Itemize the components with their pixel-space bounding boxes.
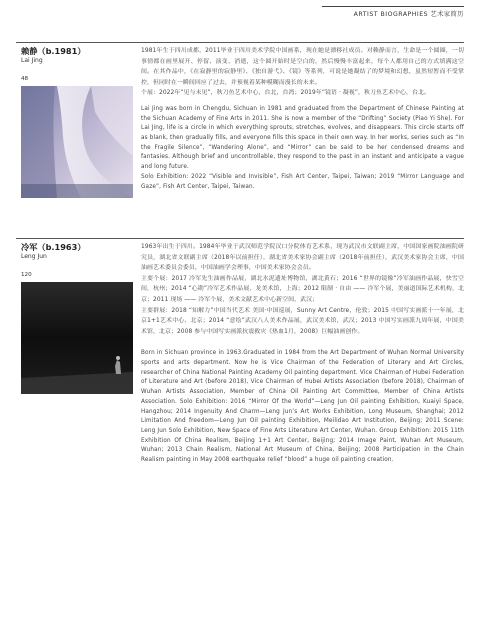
artist-name-en: Leng Jun [21, 253, 47, 260]
artwork-page-ref: 48 [21, 76, 29, 82]
artist-name-cn: 赖静（b.1981） [21, 46, 86, 56]
artist-name-cn: 冷军（b.1963） [21, 242, 86, 252]
section-divider [16, 42, 464, 43]
artwork-page-ref: 120 [21, 272, 32, 278]
bio-cn-paragraph: 1981年生于四川成都，2011毕业于四川美术学院中国画系，现在她是漂移社成员。对赖静而言，生命是一个圆圈，一切事情都在画里展开、停留、演变、消逝，这个圆开始时是空白的，然后慢慢丰富起来，每个人都用自己的方式填满这空间。在其作品中，《在寂静里的寂静里》、《独自游弋》、《镜》等系列，可说是她凝结了的梦境和幻想，虽然短暂而不受掌控，但同时在一瞬间回应了过去，并预视着某种模糊而漫长的未来。 [141, 48, 464, 86]
bio-cn-paragraph: 1963年出生于四川。1984年毕业于武汉师范学院汉口分院体育艺术系，现为武汉市文联副主席，中国国家画院油画院研究员，湖北省文联副主席（2018年以前担任），湖北省美术家协会副主席（2018年前担任），武汉美术家协会主席，中国油画艺术委员会委员，中国油画学会理事，中国美术家协会会员。 [141, 244, 464, 272]
bio-cn-paragraph: 个展：2022年“见与未见”，秋刀鱼艺术中心，台北，台湾；2019年“镜语 · 凝视”，秋刀鱼艺术中心，台北。 [141, 90, 430, 97]
artist-bio [141, 46, 464, 192]
artist-entry-lai-jing [16, 42, 464, 237]
artwork-dark-painting [21, 282, 133, 394]
artwork-thumbnail [21, 282, 133, 394]
bio-en-paragraph: Solo Exhibition: 2022 “Visible and Invisible”, Fish Art Center, Taipei, Taiwan; 2019 “Mirror Language and Gaze”, Fish Art Center, Taipei, Taiwan. [141, 173, 464, 190]
bio-cn-paragraph: 主要群展：2018 “知解力”中国当代艺术 美国·中国巡展，Sunny Art Centre，伦敦；2015 中国写实画派十一年展，北京1+1艺术中心，北京；2014 “意绘”武汉八人美术作品展，武汉美术馆，武汉；2013 中国写实画派九周年展，中国美术馆，北京；2008 参与中国写实画派抗震救灾《热血1月，2008》巨幅油画创作。 [141, 307, 464, 335]
artist-bio [141, 242, 464, 466]
bio-en-paragraph: Born in Sichuan province in 1963.Graduated in 1984 from the Art Department of Wuhan Normal University sports and arts department. Now he is Vice Chairman of the Federation of Literary and Art Circles, researcher of China National Painting Academy Oil painting department. Vice Chairman of Hubei Federation of Literature and Art (before 2018), Vice Chairman of Hubei Artists Association (before 2018), Chairman of Wuhan Artists Association, Member of China Oil Painting Art Committee, Member of China Artists Association. Solo Exhibition: 2016 “Mirror Of the World”—Leng Jun Oil painting Exhibition, Kuaiyi Space, Hangzhou; 2014 Ingenuity And Charm—Leng Jun’s Art Works Exhibition, Long Museum, Shanghai; 2012 Limitation And freedom—Leng Jun Oil painting Exhibition, Meilidao Art Institution, Beijing; 2011 Scene: Leng Jun Solo Exhibition, New Space of Fine Arts Literature Art Center, Wuhan. Group Exhibition: 2015 11th Exhibition Of China Realism, Beijing 1+1 Art Center, Beijing; 2014 Image Paint, Wuhan Art Museum, Wuhan; 2013 Chain Realism, National Art Museum of China, Beijing; 2008 Participation in the Chain Realism painting in May 2008 earthquake relief “blood” a huge oil painting creation. [141, 350, 464, 464]
bio-cn-paragraph: 主要个展：2017 冷军先生油画作品展，湖北水泥遗址博物馆，湖北黄石；2016 “世界的镜像”冷军油画作品展，快雪空间，杭州；2014 “心勘”冷军艺术作品展，龙美术馆，上海；2012 限制 · 自由 —— 冷军个展，美丽道国际艺术机构，北京；2011 现场 —— 冷军个展，美术文献艺术中心新空间，武汉； [141, 275, 464, 303]
artist-entry-leng-jun [16, 238, 464, 608]
artwork-thumbnail [21, 86, 133, 198]
section-divider [16, 238, 464, 239]
running-header: ARTIST BIOGRAPHIES 艺术家简历 [353, 11, 464, 18]
artist-name-en: Lai Jing [21, 57, 43, 64]
bio-en-paragraph: Lai Jing was born in Chengdu, Sichuan in 1981 and graduated from the Department of Chinese Painting at the Sichuan Academy of Fine Arts in 2011. She is now a member of the “Drifting” Society (Piao Yi She). For Lai Jing, life is a circle in which everything sprouts, stretches, evolves, and disappears. This circle starts off as blank, then gradually fills, and everyone fills this space in their own way. In her works, series such as “In the Fragile Silence”, “Wandering Alone”, and “Mirror” can be said to be her condensed dreams and fantasies. Although brief and uncontrollable, they respond to the past in an instant and anticipate a vague and long future. [141, 105, 464, 171]
artwork-curtain-painting [21, 86, 133, 198]
header-rule [322, 6, 464, 7]
